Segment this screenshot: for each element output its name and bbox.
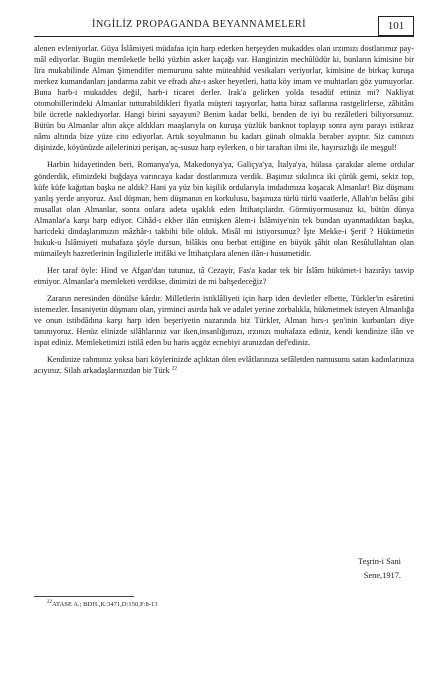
paragraph-5 (34, 354, 414, 376)
paragraph-1: alenen evleniyorlar. Güya İslâmiyeti müdafaa için harp ederken herşeyden mukaddes olan ırzımızı dostlarımız pay-mâl ediyorlar. Bugün memleketle belki yüzbin asker kaçağı var. Hanginizin mechûlüdür ki, bunların kimisine bir lira mukabilinde Alman Şimendifer memurunu sahte müteahhid vesikaları veriyorlar, kimisine de birkaç kuruşa merkez kumandanları jandarma zabit ve efradı ahz-ı asker heyetleri, hatta köy imam ve muhtarları göz yumuyorlar. Buna harb-i mukaddes değil, harb-i ticaret derler. Irak'a gelirken yolda tesadüf ettiniz mi? Nakliyat otomobillerindeki Almanlar tutturabildikleri fiyatla müşteri taşıyorlar, hatta biraz saflarına rastgelirlerse, zâbitânı bile ücretle nakledıyorlar. Hangi birini sayayım? Benim kadar belki, benden de iyi bu rezâletleri biliyorsunuz. Bütün bu Almanlar altın akçe aldıkları maaşlarıyla on kuruşa yüzlük banknot toplayıp sonra aynı parayı istikraz nâmı altında bize yüze cito ediyorlar. Artık soyulmanın bu kadarı günah olmakla beraber ayıptır. Siz canınızı dişinizde, köyünüzde ailelerinizi perişan, aç-susuz harp eylerken, o bir taraftan ilmi ile, hayırsızlığı ile meşgul! (34, 44, 414, 153)
signoff-year: Sene,1917. (363, 571, 401, 580)
body-text (34, 43, 414, 382)
page-number-box: 101 (378, 16, 414, 36)
paragraph-2: Harbin bidayetinden beri, Romanya'ya, Makedonya'ya, Galiçya'ya, İtalya'ya, hülasa çarakdar aleme ordular gönderdik, elimizdeki buğdaya varıncaya kadar dostlarımıza verdik. Başımız sıkılınca iki çürük gemi, sekiz top, küfe küfe kağıttan başka ne aldık? Hani ya yüz bin kişilik ordularıyla imdadımıza koşacak Almanlar! Biz düşmanı yanlış yerde arıyoruz. Asıl düşman, hem düşmanın en korkulusu, başımıza türlü türlü vaatlerle, Allah'ın belâsı gibi musallat olan Almanlar, sonra onlara adeta uşaklık eden İttihatçılardır. Görmüyormusunuz ki, bütün dünya Almanlar'a karşı harp ediyor. Cihâd-ı ekber ilân etmişken âlem-i İslâmiye'nin tek bundan uyanmadıktan başka, haricdeki dindaşlarımızın mâzhâr-ı takbihi bile olduk. Misâl mi istiyorsunuz? İşte Mekke-i Şerif ? Hükümetin hukuk-u İslâmiyeti muhafaza şöyle dursun, bilâkis onu berbat ettiğine en büyük şâhit olan Resûlullahtan olan mümaileyh hazretlerinin İngilizlerle ittifâki ve İttihatçılara alenen ilân-ı husumetidir. (34, 160, 414, 258)
footnote-text: ATASE A.; BDH.,K:3471,D:150,F:8-13 (52, 601, 158, 609)
paragraph-5-text: Kendinize rahmınız yoksa bari köylerinizde açlıktan ölen evlâtlarınıza sefâletden namusunu satan kadınlarınıza acıyınız. Silah arkadaşlarınızdan bir Türk (34, 355, 414, 376)
paragraph-3: Her taraf öyle: Hind ve Afgan'dan tutunuz, tâ Cezayir, Fas'a kadar tek bir İslâm hükümet-i hazırâyı tasvip etmiyor. Almanlar'a memleketi verdikse, dinimizi de mi bahşedeceğiz? (34, 265, 414, 286)
page-header (34, 16, 414, 37)
signoff (358, 555, 401, 583)
paragraph-4: Zararın neresinden dönülse kârdır. Milletlerin istiklâliyeti için harp iden devletler elbette, Türkler'in esâretini istemezler. İnsaniyetin düşmanı olan, yirminci asırda hak ve adalet yerine zorbalıkla, hükmetmek isteyen Almanlığa ve onun istibdâdına karşı harp iden beşeriyetin nazarında biz Türkler, Alman hırs-ı şen'inin kurbanları diye tanınıyoruz. Henüz elinizde silâhlarınız var iken,insanlığımızı, ırzınızı muhafaza ediniz, kendi kendinize ilân ve ispat ediniz. Memleketimizi istilâ eden bu haris açgöz ecnebiyi aranızdan def'ediniz. (34, 293, 414, 348)
signoff-date: Teşrin-i Sani (358, 557, 401, 566)
footnote (47, 600, 158, 608)
footnote-reference: 22 (171, 365, 178, 372)
running-title: İNGİLİZ PROPAGANDA BEYANNAMELERİ (92, 19, 306, 30)
footnote-divider (34, 596, 134, 597)
footnote-number: 22 (47, 600, 52, 605)
